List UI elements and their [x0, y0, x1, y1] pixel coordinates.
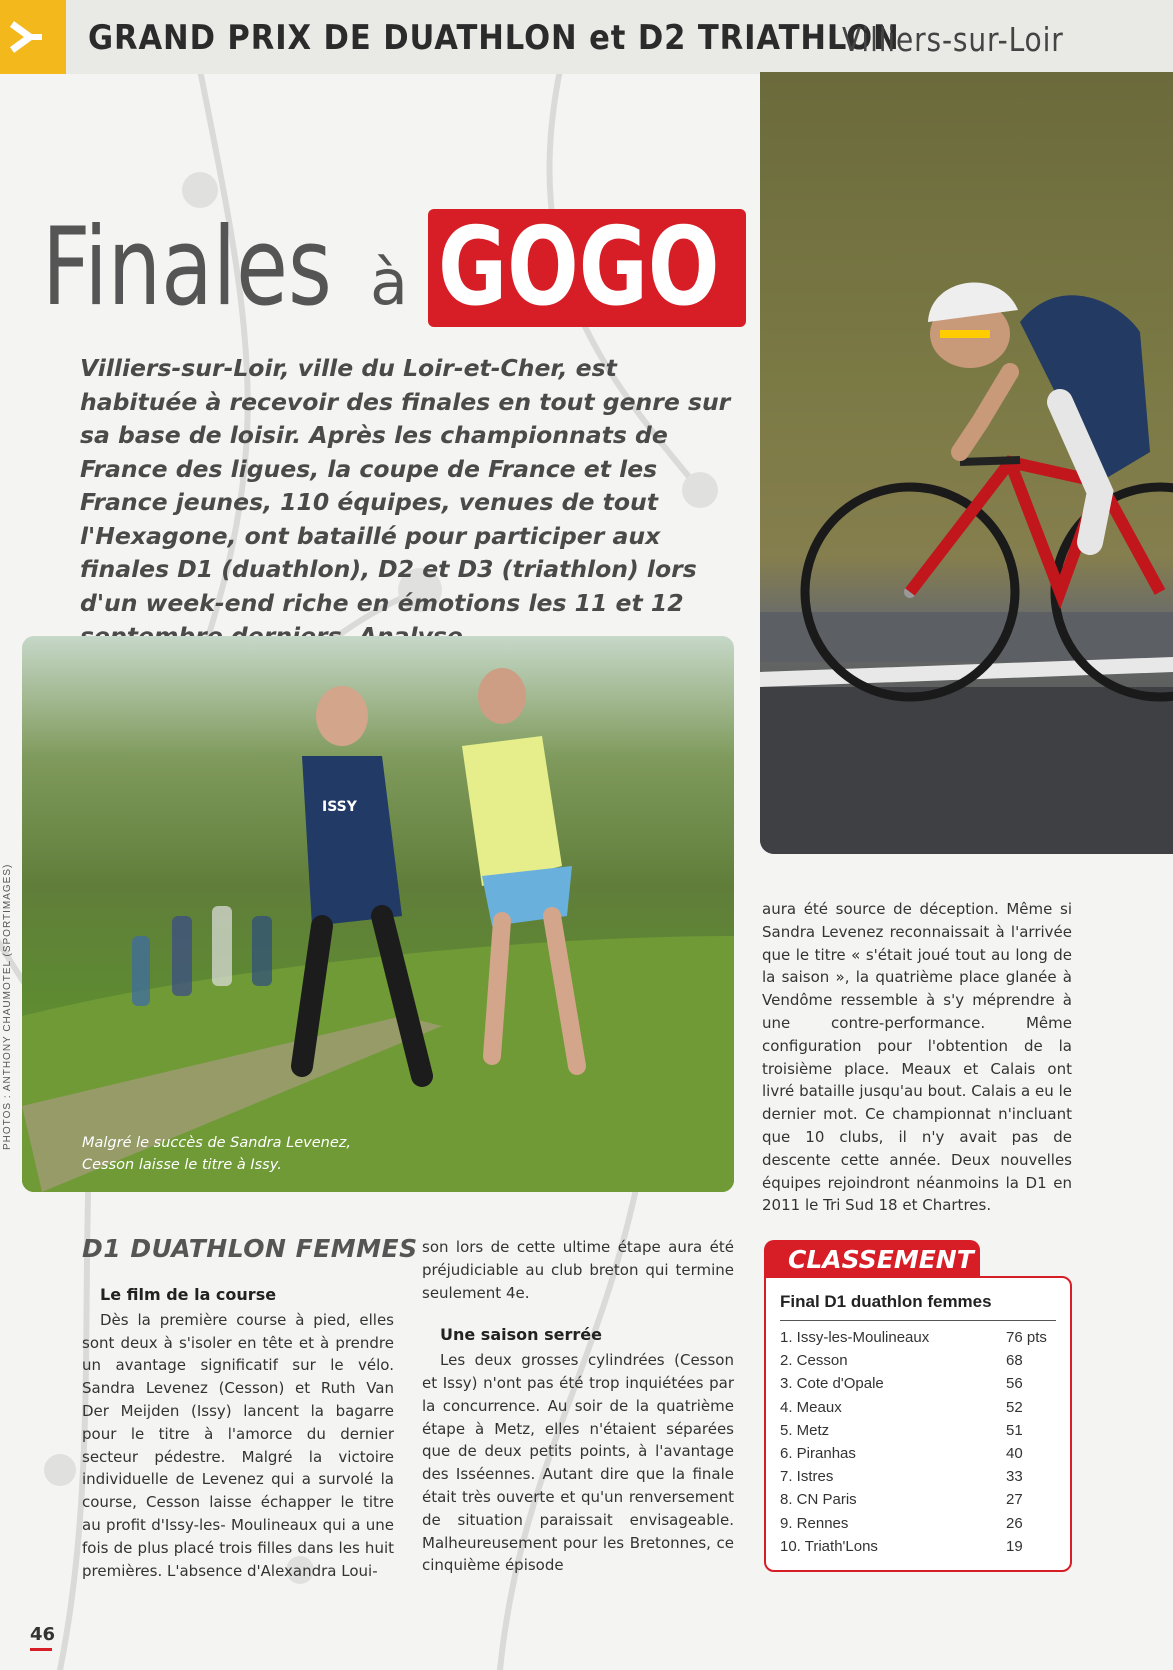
article-column-3: [762, 898, 1072, 1217]
header-arrow-tab: [0, 0, 66, 74]
classement-tab: CLASSEMENT: [764, 1240, 980, 1280]
classement-row: 2. Cesson 68: [780, 1352, 1023, 1370]
classement-row: 10. Triath'Lons 19: [780, 1537, 1023, 1555]
page-number-underline: [30, 1648, 52, 1651]
column-1-text: Dès la première course à pied, elles sont deux à s'isoler en tête et à prendre un avantage significatif sur le vélo. Sandra Levenez (Cesson) et Ruth Van Der Meijden (Issy) lancent la bagarre pour le titre à l'amorce du dernier secteur pédestre. Malgré la victoire individuelle de Levenez qui a survolé la course, Cesson laisse échapper le titre au profit d'Issy-les- Moulineaux qui a une fois de plus placé trois filles dans les huit premières. L'absence d'Alexandra Loui-: [82, 1310, 394, 1580]
photo-credit: PHOTOS : ANTHONY CHAUMOTEL (SPORTIMAGES): [2, 863, 13, 1150]
subheading-saison: Une saison serrée: [440, 1325, 602, 1345]
headline-word-finales: Finales: [42, 205, 332, 330]
classement-title: Final D1 duathlon femmes: [780, 1292, 992, 1311]
section-heading: D1 DUATHLON FEMMES: [82, 1234, 418, 1263]
classement-row: 7. Istres 33: [780, 1468, 1023, 1486]
runners-illustration: [22, 636, 734, 1192]
classement-row: 3. Cote d'Opale 56: [780, 1375, 1023, 1393]
article-intro: Villiers-sur-Loir, ville du Loir-et-Cher, est habituée à recevoir des finales en tout genre sur sa base de loisir. Après les championnats de France des ligues, la coupe de France et les France jeunes, 110 équipes, venues de tout l'Hexagone, ont bataillé pour participer aux finales D1 (duathlon), D2 et D3 (triathlon) lors d'un week-end riche en émotions les 11 et 12: [80, 354, 731, 617]
jersey-label: ISSY: [322, 799, 357, 815]
location-label: Villiers-sur-Loir: [842, 20, 1064, 59]
classement-row: 1. Issy-les-Moulineaux 76 pts: [780, 1329, 1047, 1346]
classement-row: 4. Meaux 52: [780, 1398, 1023, 1416]
classement-row: 6. Piranhas 40: [780, 1445, 1023, 1463]
section-title: GRAND PRIX DE DUATHLON et D2 TRIATHLON: [88, 18, 900, 58]
photo-caption: Malgré le succès de Sandra Levenez, Cesson laisse le titre à Issy.: [82, 1135, 351, 1173]
page-number: 46: [30, 1624, 56, 1645]
article-column-1: [82, 1284, 394, 1582]
runners-photo: [22, 636, 734, 1192]
classement-row: 9. Rennes 26: [780, 1514, 1023, 1532]
column-3-text: aura été source de déception. Même si Sandra Levenez reconnaissait à l'arrivée que le titre « s'était joué tout au long de la saison », la quatrième place glanée à Vendôme ressemble à s'y méprendre à une contre-performance. Même configuration pour l'obtention de la troisième place. Meaux et Calais ont livré bataille jusqu'au bout. Calais a eu le dernier mot. Ce championnat n'incluant que 10 clubs, il n'y avait pas de descente cette année. Deux nouvelles équipes rejoindront néanmoins la D1 en 2011 le Tri Sud 18 et Chartres.: [762, 900, 1072, 1215]
subheading-film: Le film de la course: [100, 1285, 277, 1304]
article-column-2: [422, 1236, 734, 1577]
column-2-text: Les deux grosses cylindrées (Cesson et Issy) n'ont pas été trop inquiétées par la concurrence. Au soir de la quatrième étape à Metz, elles n'étaient séparées que de deux petits points, à l'avantage des Isséennes. Autant dire que la finale était très ouverte et qu'un renversement de situation paraissait envisageable. Malheureusement pour les Bretonnes, ce cinquième épisode: [422, 1351, 734, 1575]
classement-divider: [780, 1320, 1056, 1321]
section-header: [0, 0, 1173, 74]
classement-row: 5. Metz 51: [780, 1421, 1023, 1439]
column-2-text-top: son lors de cette ultime étape aura été préjudiciable au club breton qui termine seulement 4e.: [422, 1238, 734, 1302]
cyclist-photo: [760, 72, 1173, 854]
headline-highlight: GOGO: [428, 209, 746, 327]
classement-box: [764, 1276, 1072, 1572]
article-headline: [42, 205, 746, 335]
cyclist-illustration: [760, 72, 1173, 854]
classement-list: [780, 1326, 1060, 1558]
chevron-right-icon: [8, 20, 44, 54]
classement-row: 8. CN Paris 27: [780, 1491, 1023, 1509]
headline-word-a: à: [370, 246, 408, 319]
